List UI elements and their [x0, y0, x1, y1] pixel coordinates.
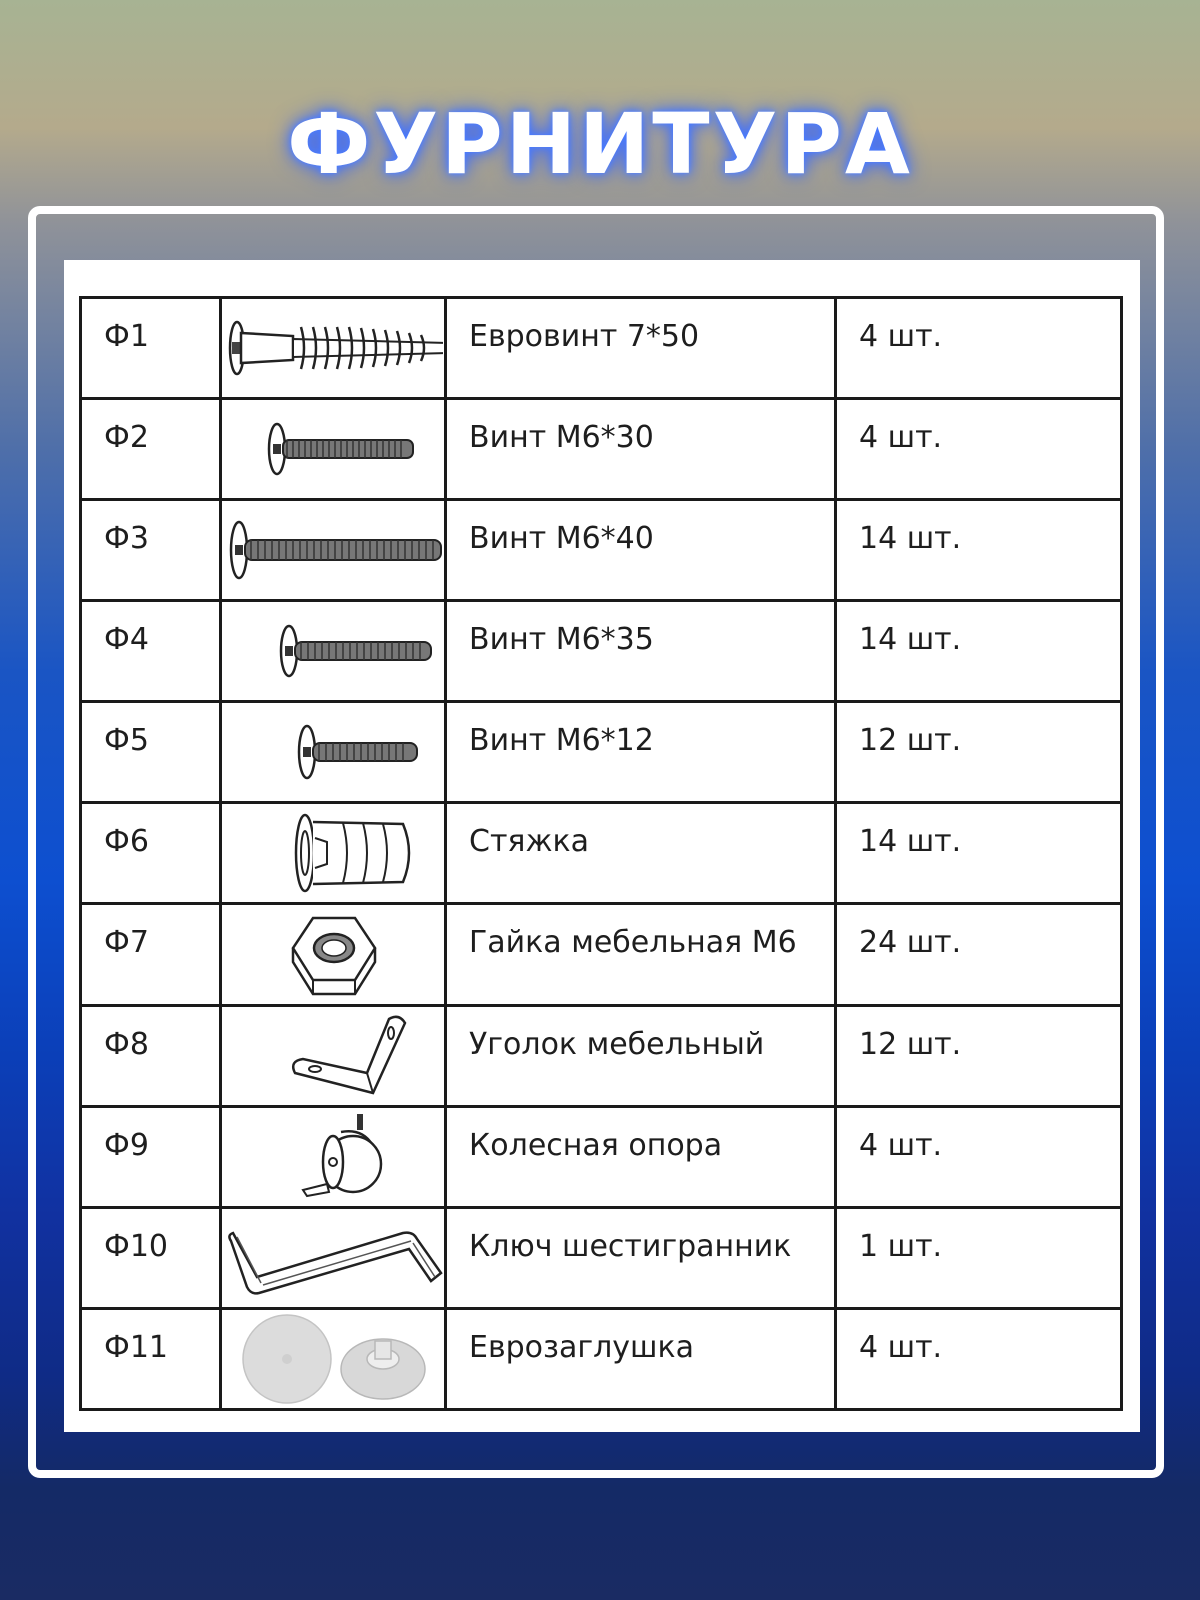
bolt-icon: [223, 606, 443, 696]
part-quantity: 14 шт.: [836, 500, 1122, 601]
part-code: Ф2: [81, 399, 221, 500]
table-row: [81, 1308, 1122, 1409]
part-quantity: 14 шт.: [836, 601, 1122, 702]
hex-nut-icon: [223, 910, 443, 1000]
table-row: [81, 904, 1122, 1005]
corner-bracket-icon: [223, 1011, 443, 1101]
table-row: [81, 500, 1122, 601]
parts-table: [79, 296, 1123, 1411]
part-name: Винт М6*12: [446, 702, 836, 803]
table-row: [81, 298, 1122, 399]
part-quantity: 12 шт.: [836, 1005, 1122, 1106]
table-row: [81, 803, 1122, 904]
part-code: Ф3: [81, 500, 221, 601]
part-quantity: 14 шт.: [836, 803, 1122, 904]
part-quantity: 1 шт.: [836, 1207, 1122, 1308]
part-picture: [221, 1106, 446, 1207]
table-row: [81, 601, 1122, 702]
table-row: [81, 702, 1122, 803]
long-bolt-icon: [223, 505, 443, 595]
part-code: Ф8: [81, 1005, 221, 1106]
part-code: Ф4: [81, 601, 221, 702]
part-code: Ф7: [81, 904, 221, 1005]
part-name: Уголок мебельный: [446, 1005, 836, 1106]
part-code: Ф9: [81, 1106, 221, 1207]
part-name: Еврозаглушка: [446, 1308, 836, 1409]
table-row: [81, 1005, 1122, 1106]
part-quantity: 4 шт.: [836, 1308, 1122, 1409]
part-quantity: 4 шт.: [836, 399, 1122, 500]
part-quantity: 4 шт.: [836, 298, 1122, 399]
bolt-icon: [223, 404, 443, 494]
part-picture: [221, 1308, 446, 1409]
part-quantity: 12 шт.: [836, 702, 1122, 803]
table-row: [81, 399, 1122, 500]
part-quantity: 4 шт.: [836, 1106, 1122, 1207]
part-code: Ф1: [81, 298, 221, 399]
part-code: Ф11: [81, 1308, 221, 1409]
parts-sheet: [64, 260, 1140, 1432]
part-picture: [221, 702, 446, 803]
coupling-sleeve-icon: [223, 808, 443, 898]
euro-screw-icon: [223, 303, 443, 393]
part-code: Ф6: [81, 803, 221, 904]
part-name: Стяжка: [446, 803, 836, 904]
part-name: Гайка мебельная М6: [446, 904, 836, 1005]
cap-plug-icon: [223, 1311, 443, 1407]
hex-key-icon: [223, 1213, 443, 1303]
part-picture: [221, 399, 446, 500]
part-picture: [221, 803, 446, 904]
part-quantity: 24 шт.: [836, 904, 1122, 1005]
table-row: [81, 1207, 1122, 1308]
part-picture: [221, 1207, 446, 1308]
part-name: Колесная опора: [446, 1106, 836, 1207]
table-row: [81, 1106, 1122, 1207]
part-picture: [221, 904, 446, 1005]
part-name: Евровинт 7*50: [446, 298, 836, 399]
part-name: Винт М6*30: [446, 399, 836, 500]
part-name: Винт М6*35: [446, 601, 836, 702]
part-name: Винт М6*40: [446, 500, 836, 601]
part-name: Ключ шестигранник: [446, 1207, 836, 1308]
part-picture: [221, 500, 446, 601]
page-title: ФУРНИТУРА: [287, 95, 913, 193]
part-code: Ф5: [81, 702, 221, 803]
caster-wheel-icon: [223, 1112, 443, 1202]
part-picture: [221, 1005, 446, 1106]
part-picture: [221, 601, 446, 702]
part-picture: [221, 298, 446, 399]
part-code: Ф10: [81, 1207, 221, 1308]
short-bolt-icon: [223, 707, 443, 797]
